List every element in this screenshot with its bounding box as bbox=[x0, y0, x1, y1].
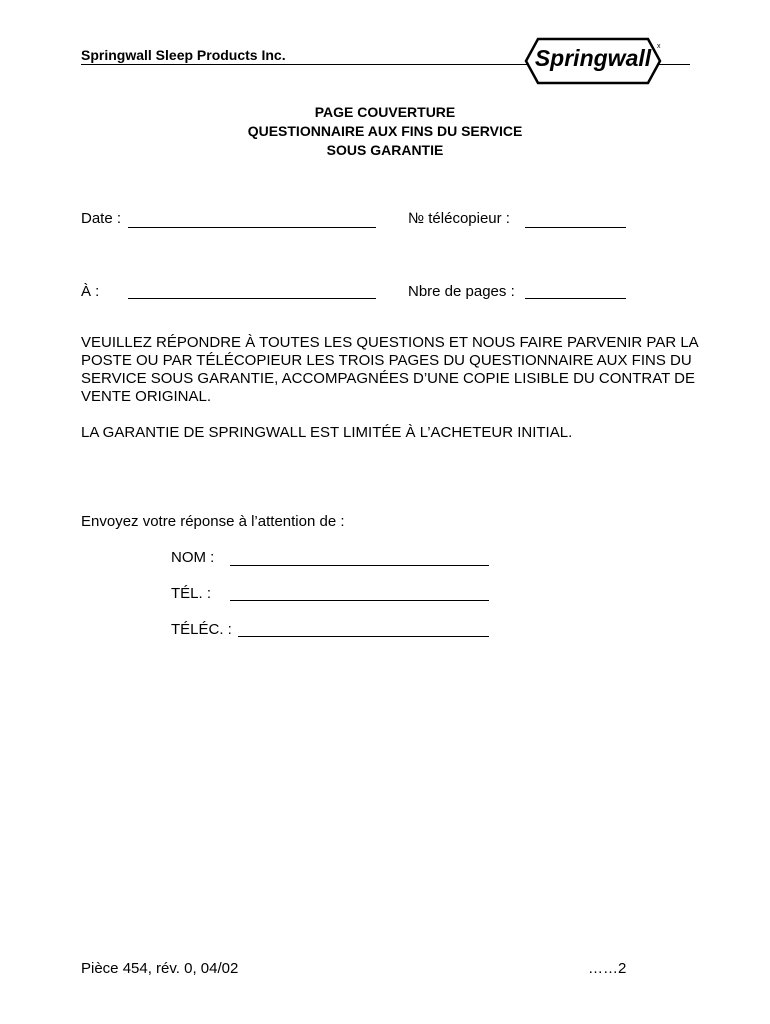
pages-label: Nbre de pages : bbox=[408, 283, 515, 300]
date-field[interactable] bbox=[128, 227, 376, 228]
title-line-1: PAGE COUVERTURE bbox=[314, 104, 456, 120]
title-line-2: QUESTIONNAIRE AUX FINS DU SERVICE bbox=[247, 123, 523, 139]
warranty-paragraph: LA GARANTIE DE SPRINGWALL EST LIMITÉE À L’ACHETEUR INITIAL. bbox=[81, 424, 573, 441]
title-line-3: SOUS GARANTIE bbox=[326, 142, 444, 158]
telec-field[interactable] bbox=[238, 636, 489, 637]
fax-field[interactable] bbox=[525, 227, 626, 228]
company-name: Springwall Sleep Products Inc. bbox=[81, 47, 286, 63]
springwall-logo bbox=[520, 36, 665, 86]
nom-field[interactable] bbox=[230, 565, 489, 566]
logo-mark: x bbox=[657, 43, 661, 50]
to-label: À : bbox=[81, 283, 100, 300]
instructions-paragraph: VEUILLEZ RÉPONDRE À TOUTES LES QUESTIONS ET NOUS FAIRE PARVENIR PAR LA POSTE OU PAR TÉLÉCOPIEUR LES TROIS PAGES DU QUESTIONNAIRE AUX FINS DU SERVICE SOUS GARANTIE, ACCOMPAGNÉES D’UNE COPIE LISIBLE DU CONTRAT DE VENTE ORIGINAL. bbox=[81, 334, 698, 405]
telec-label: TÉLÉC. : bbox=[171, 621, 232, 638]
fax-label: № télécopieur : bbox=[408, 210, 510, 227]
pages-field[interactable] bbox=[525, 298, 626, 299]
tel-field[interactable] bbox=[230, 600, 489, 601]
footer-piece: Pièce 454, rév. 0, 04/02 bbox=[81, 960, 239, 977]
nom-label: NOM : bbox=[171, 549, 215, 566]
footer-page-number: ……2 bbox=[588, 960, 627, 977]
to-field[interactable] bbox=[128, 298, 376, 299]
date-label: Date : bbox=[81, 210, 122, 227]
tel-label: TÉL. : bbox=[171, 585, 212, 602]
logo-text: Springwall bbox=[534, 45, 652, 71]
send-intro: Envoyez votre réponse à l’attention de : bbox=[81, 513, 345, 530]
